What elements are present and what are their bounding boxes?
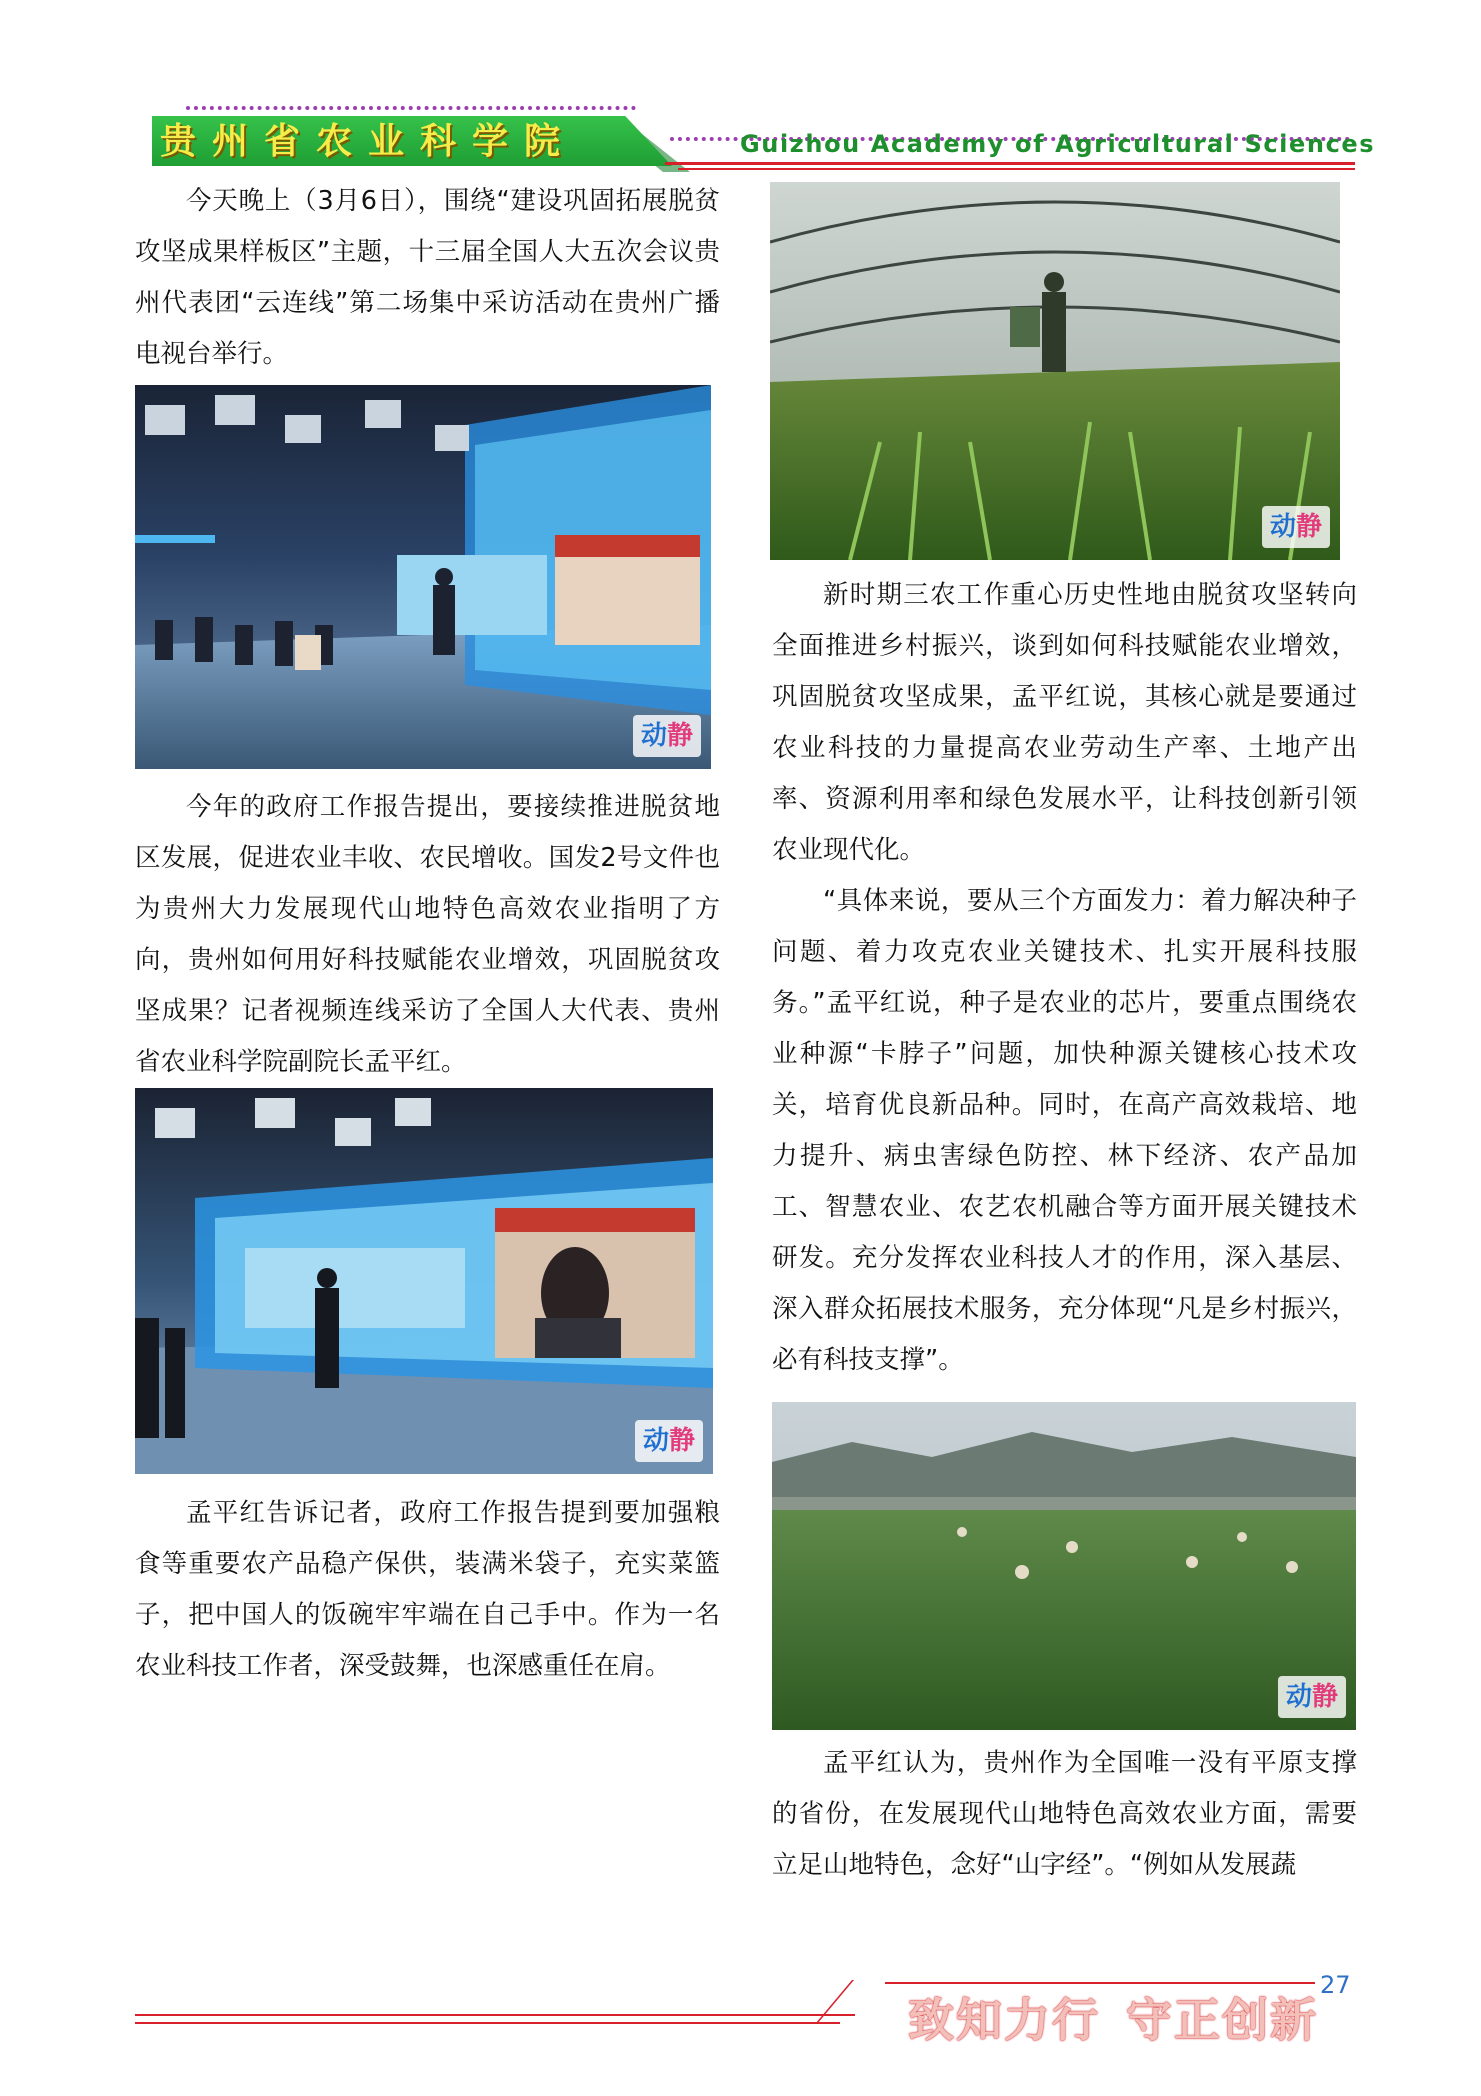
footer-red-rule-top	[885, 1982, 1315, 1984]
studio-photo-2-image	[135, 1088, 713, 1474]
greenhouse-photo-image	[770, 182, 1340, 560]
broadcaster-logo-2: 动静	[635, 1420, 703, 1462]
right-paragraph-3: 孟平红认为，贵州作为全国唯一没有平原支撑的省份，在发展现代山地特色高效农业方面，需要立足山地特色，念好“山字经”。“例如从发展蔬	[772, 1748, 1357, 1880]
slogan-part-1: 致知力行	[908, 1993, 1100, 2047]
header-title-chinese: 贵州省农业科学院	[160, 120, 577, 162]
studio-photo-1	[135, 385, 711, 769]
header-title-english: Guizhou Academy of Agricultural Sciences	[740, 130, 1376, 158]
right-paragraph-2: “具体来说，要从三个方面发力：着力解决种子问题、着力攻克农业关键技术、扎实开展科技服务。”孟平红说，种子是农业的芯片，要重点围绕农业种源“卡脖子”问题，加快种源关键核心技术攻关，培育优良新品种。同时，在高产高效栽培、地力提升、病虫害绿色防控、林下经济、农产品加工、智慧农业、农艺农机融合等方面开展关键技术研发。充分发挥农业科技人才的作用，深入基层、深入群众拓展技术服务，充分体现“凡是乡村振兴，必有科技支撑”。	[772, 886, 1357, 1375]
broadcaster-logo-4: 动静	[1278, 1676, 1346, 1718]
field-photo-image	[772, 1402, 1356, 1730]
field-photo	[772, 1402, 1356, 1730]
left-paragraph-3: 孟平红告诉记者，政府工作报告提到要加强粮食等重要农产品稳产保供，装满米袋子，充实菜篮子，把中国人的饭碗牢牢端在自己手中。作为一名农业科技工作者，深受鼓舞，也深感重任在肩。	[135, 1498, 720, 1681]
left-paragraph-1: 今天晚上（3月6日），围绕“建设巩固拓展脱贫攻坚成果样板区”主题，十三届全国人大五次会议贵州代表团“云连线”第二场集中采访活动在贵州广播电视台举行。	[135, 186, 720, 369]
broadcaster-logo: 动静	[633, 715, 701, 757]
slogan-part-2: 守正创新	[1126, 1993, 1318, 2047]
page-number: 27	[1320, 1971, 1351, 1999]
footer-slogan	[908, 1990, 1318, 2050]
header-dotted-line	[186, 106, 636, 110]
studio-photo-2	[135, 1088, 713, 1474]
studio-photo-1-image	[135, 385, 711, 769]
broadcaster-logo-3: 动静	[1262, 506, 1330, 548]
header-red-rule	[665, 162, 1355, 165]
right-paragraph-1: 新时期三农工作重心历史性地由脱贫攻坚转向全面推进乡村振兴，谈到如何科技赋能农业增效，巩固脱贫攻坚成果，孟平红说，其核心就是要通过农业科技的力量提高农业劳动生产率、土地产出率、资源利用率和绿色发展水平，让科技创新引领农业现代化。	[772, 580, 1357, 865]
header-red-rule-thin	[678, 168, 1355, 170]
greenhouse-photo	[770, 182, 1340, 560]
footer-red-slant	[815, 1980, 890, 2024]
footer-red-rule-thin	[135, 2022, 840, 2024]
left-paragraph-2: 今年的政府工作报告提出，要接续推进脱贫地区发展，促进农业丰收、农民增收。国发2号文件也为贵州大力发展现代山地特色高效农业指明了方向，贵州如何用好科技赋能农业增效，巩固脱贫攻坚成果？记者视频连线采访了全国人大代表、贵州省农业科学院副院长孟平红。	[135, 792, 720, 1077]
footer-red-rule	[135, 2014, 855, 2016]
